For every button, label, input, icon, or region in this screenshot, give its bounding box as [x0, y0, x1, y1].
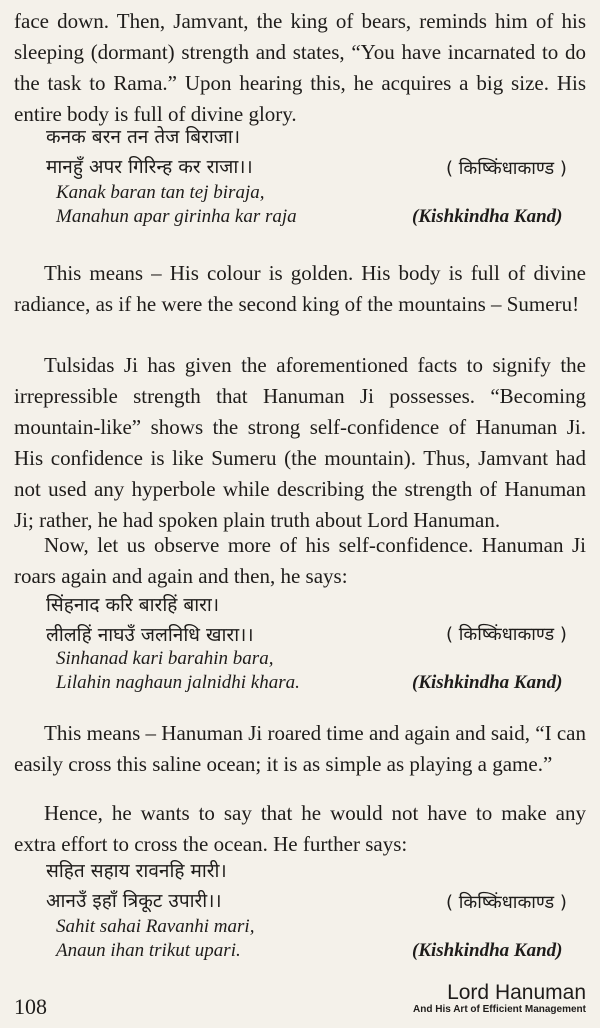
verse-3-source: (Kishkindha Kand): [412, 940, 563, 961]
paragraph-4: Now, let us observe more of his self-confidence. Hanuman Ji roars again and again and then, he says:: [14, 533, 586, 588]
verse-3-hindi-source: ( किष्किंधाकाण्ड ): [446, 892, 567, 913]
paragraph-6: Hence, he wants to say that he would not have to make any extra effort to cross the ocean. He further says:: [14, 801, 586, 856]
verse-2-hindi-source: ( किष्किंधाकाण्ड ): [446, 624, 567, 645]
verse-1-translit-line-2: Manahun apar girinha kar raja: [56, 206, 297, 227]
paragraph-1: face down. Then, Jamvant, the king of bears, reminds him of his sleeping (dormant) strength and states, “You have incarnated to do the task to Rama.” Upon hearing this, he acquires a big size. His entire body is full of divine glory.: [14, 9, 586, 126]
verse-2-translit-line-1: Sinhanad kari barahin bara,: [56, 648, 274, 669]
verse-3-hindi-line-1: सहित सहाय रावनहि मारी।: [46, 860, 227, 882]
verse-2-source: (Kishkindha Kand): [412, 672, 563, 693]
verse-1-hindi-line-2: मानहुँ अपर गिरिन्ह कर राजा।।: [46, 156, 253, 178]
verse-1-translit-line-1: Kanak baran tan tej biraja,: [56, 182, 265, 203]
paragraph-3: Tulsidas Ji has given the aforementioned facts to signify the irrepressible strength that Hanuman Ji possesses. “Becoming mountain-like” shows the strong self-confidence of Hanuman Ji. His confidence is like Sumeru (the mountain). Thus, Jamvant had not used any hyperbole while describing the strength of Hanuman Ji; rather, he had spoken plain truth about Lord Hanuman.: [14, 353, 586, 532]
verse-1-source: (Kishkindha Kand): [412, 206, 563, 227]
verse-2-hindi-line-2: लीलहिं नाघउँ जलनिधि खारा।।: [46, 624, 254, 646]
paragraph-2: This means – His colour is golden. His body is full of divine radiance, as if he were the second king of the mountains – Sumeru!: [14, 261, 586, 316]
verse-2-translit-line-2: Lilahin naghaun jalnidhi khara.: [56, 672, 300, 693]
book-subtitle: And His Art of Efficient Management: [413, 1004, 586, 1015]
verse-1-hindi-source: ( किष्किंधाकाण्ड ): [446, 158, 567, 179]
verse-2-hindi-line-1: सिंहनाद करि बारहिं बारा।: [46, 594, 220, 616]
verse-3-translit-line-2: Anaun ihan trikut upari.: [56, 940, 241, 961]
verse-3-hindi-line-2: आनउँ इहाँ त्रिकूट उपारी।।: [46, 890, 222, 912]
paragraph-5: This means – Hanuman Ji roared time and again and said, “I can easily cross this saline ocean; it is as simple as playing a game.”: [14, 721, 586, 776]
running-title: [413, 982, 586, 1015]
verse-1-hindi-line-1: कनक बरन तन तेज बिराजा।: [46, 126, 241, 148]
page-number: 108: [14, 994, 47, 1019]
book-title: Lord Hanuman: [447, 981, 586, 1004]
verse-3-translit-line-1: Sahit sahai Ravanhi mari,: [56, 916, 255, 937]
